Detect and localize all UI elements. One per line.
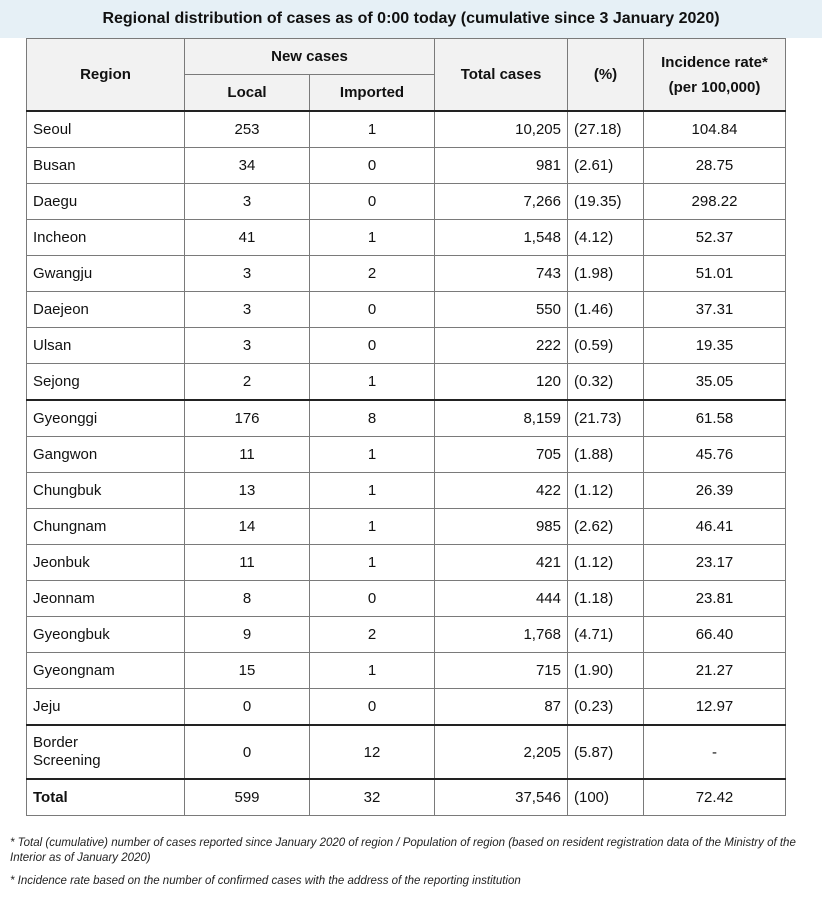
header-incidence-rate <box>644 39 786 112</box>
cell-percent: (1.98) <box>568 256 644 292</box>
cell-region: Incheon <box>27 220 185 256</box>
cell-imported: 2 <box>310 256 435 292</box>
cell-local: 41 <box>185 220 310 256</box>
table-row <box>27 437 786 473</box>
header-total-cases: Total cases <box>435 39 568 112</box>
cell-local: 3 <box>185 328 310 364</box>
cell-local: 11 <box>185 545 310 581</box>
cell-local: 11 <box>185 437 310 473</box>
cell-imported: 1 <box>310 473 435 509</box>
cell-percent: (1.46) <box>568 292 644 328</box>
cell-incidence-rate: 51.01 <box>644 256 786 292</box>
table-row <box>27 689 786 726</box>
cell-total-cases: 550 <box>435 292 568 328</box>
cell-total-cases: 37,546 <box>435 779 568 816</box>
cell-local: 0 <box>185 689 310 726</box>
cell-region: Chungnam <box>27 509 185 545</box>
cell-incidence-rate: 104.84 <box>644 111 786 148</box>
region-line-2: Screening <box>33 752 101 769</box>
cell-imported: 1 <box>310 653 435 689</box>
cell-total-cases: 7,266 <box>435 184 568 220</box>
cell-percent: (5.87) <box>568 725 644 779</box>
cell-incidence-rate: 23.17 <box>644 545 786 581</box>
table-row <box>27 581 786 617</box>
cell-incidence-rate: 21.27 <box>644 653 786 689</box>
cell-region: Gyeonggi <box>27 400 185 437</box>
header-incidence-rate-line1: Incidence rate* <box>661 53 768 71</box>
cell-percent: (2.61) <box>568 148 644 184</box>
header-percent: (%) <box>568 39 644 112</box>
cell-incidence-rate: 46.41 <box>644 509 786 545</box>
header-row-1 <box>27 39 786 75</box>
cell-local: 9 <box>185 617 310 653</box>
cell-incidence-rate: 37.31 <box>644 292 786 328</box>
cell-imported: 8 <box>310 400 435 437</box>
cell-total-cases: 120 <box>435 364 568 401</box>
cell-incidence-rate: 72.42 <box>644 779 786 816</box>
table-row <box>27 653 786 689</box>
cell-region: Daejeon <box>27 292 185 328</box>
cell-region <box>27 725 185 779</box>
cell-local: 599 <box>185 779 310 816</box>
cell-region: Ulsan <box>27 328 185 364</box>
cell-imported: 0 <box>310 328 435 364</box>
table-row <box>27 364 786 401</box>
cell-percent: (1.18) <box>568 581 644 617</box>
cell-local: 34 <box>185 148 310 184</box>
cell-region: Jeonbuk <box>27 545 185 581</box>
cell-imported: 32 <box>310 779 435 816</box>
cell-percent: (19.35) <box>568 184 644 220</box>
table-row <box>27 111 786 148</box>
cell-incidence-rate: 61.58 <box>644 400 786 437</box>
cell-total-cases: 444 <box>435 581 568 617</box>
footnote-1: * Total (cumulative) number of cases reported since January 2020 of region / Population of region (based on resident registration data of the Ministry of the Interior as of January 2020) <box>10 837 796 864</box>
cell-imported: 1 <box>310 220 435 256</box>
table-row <box>27 400 786 437</box>
table-row-total <box>27 779 786 816</box>
cell-incidence-rate: 45.76 <box>644 437 786 473</box>
cell-region: Jeju <box>27 689 185 726</box>
cell-incidence-rate: 298.22 <box>644 184 786 220</box>
cell-local: 176 <box>185 400 310 437</box>
table-row <box>27 328 786 364</box>
cell-percent: (0.23) <box>568 689 644 726</box>
table-row <box>27 617 786 653</box>
cell-total-cases: 1,548 <box>435 220 568 256</box>
cell-local: 0 <box>185 725 310 779</box>
cell-total-cases: 743 <box>435 256 568 292</box>
header-region: Region <box>27 39 185 112</box>
cell-local: 3 <box>185 292 310 328</box>
cell-region: Jeonnam <box>27 581 185 617</box>
cell-incidence-rate: 26.39 <box>644 473 786 509</box>
cell-total-cases: 222 <box>435 328 568 364</box>
regional-cases-table <box>26 38 786 816</box>
cell-region: Gyeongnam <box>27 653 185 689</box>
cell-percent: (1.88) <box>568 437 644 473</box>
cell-imported: 0 <box>310 292 435 328</box>
table-row <box>27 148 786 184</box>
cell-total-cases: 422 <box>435 473 568 509</box>
cell-incidence-rate: - <box>644 725 786 779</box>
cell-imported: 12 <box>310 725 435 779</box>
cell-percent: (4.71) <box>568 617 644 653</box>
cell-local: 13 <box>185 473 310 509</box>
region-line-1: Border <box>33 734 79 751</box>
table-row <box>27 184 786 220</box>
cell-percent: (21.73) <box>568 400 644 437</box>
cell-percent: (0.59) <box>568 328 644 364</box>
header-local: Local <box>185 75 310 112</box>
cell-percent: (1.12) <box>568 473 644 509</box>
cell-total-cases: 87 <box>435 689 568 726</box>
cell-imported: 1 <box>310 437 435 473</box>
cell-imported: 2 <box>310 617 435 653</box>
cell-total-cases: 10,205 <box>435 111 568 148</box>
cell-percent: (27.18) <box>568 111 644 148</box>
cell-incidence-rate: 28.75 <box>644 148 786 184</box>
cell-local: 14 <box>185 509 310 545</box>
cell-local: 3 <box>185 256 310 292</box>
cell-total-cases: 981 <box>435 148 568 184</box>
header-imported: Imported <box>310 75 435 112</box>
footnotes <box>10 836 816 897</box>
cell-region: Chungbuk <box>27 473 185 509</box>
page-title: Regional distribution of cases as of 0:00 today (cumulative since 3 January 2020) <box>102 10 720 27</box>
cell-total-cases: 2,205 <box>435 725 568 779</box>
cell-percent: (0.32) <box>568 364 644 401</box>
cell-incidence-rate: 66.40 <box>644 617 786 653</box>
cell-local: 2 <box>185 364 310 401</box>
table-row-border-screening <box>27 725 786 779</box>
cell-region: Seoul <box>27 111 185 148</box>
cell-total-cases: 705 <box>435 437 568 473</box>
cell-percent: (1.12) <box>568 545 644 581</box>
table-row <box>27 545 786 581</box>
cell-total-cases: 8,159 <box>435 400 568 437</box>
table-row <box>27 220 786 256</box>
cell-incidence-rate: 19.35 <box>644 328 786 364</box>
cell-imported: 1 <box>310 545 435 581</box>
header-new-cases: New cases <box>185 39 435 75</box>
cell-incidence-rate: 12.97 <box>644 689 786 726</box>
cell-region: Busan <box>27 148 185 184</box>
cell-incidence-rate: 35.05 <box>644 364 786 401</box>
cell-total-cases: 421 <box>435 545 568 581</box>
table-row <box>27 509 786 545</box>
cell-region: Gangwon <box>27 437 185 473</box>
cell-incidence-rate: 23.81 <box>644 581 786 617</box>
cell-imported: 0 <box>310 148 435 184</box>
cell-local: 8 <box>185 581 310 617</box>
title-bar <box>0 0 822 38</box>
cell-local: 3 <box>185 184 310 220</box>
cell-incidence-rate: 52.37 <box>644 220 786 256</box>
cell-imported: 1 <box>310 509 435 545</box>
table-row <box>27 473 786 509</box>
cell-region: Gyeongbuk <box>27 617 185 653</box>
cell-imported: 1 <box>310 111 435 148</box>
header-incidence-rate-line2: (per 100,000) <box>668 78 761 96</box>
cell-imported: 0 <box>310 581 435 617</box>
cell-percent: (100) <box>568 779 644 816</box>
cell-region: Gwangju <box>27 256 185 292</box>
cell-region: Daegu <box>27 184 185 220</box>
footnote-2: * Incidence rate based on the number of confirmed cases with the address of the reporting institution <box>10 875 521 887</box>
cell-imported: 0 <box>310 689 435 726</box>
table-row <box>27 292 786 328</box>
table-body <box>27 111 786 816</box>
cell-percent: (2.62) <box>568 509 644 545</box>
cell-imported: 0 <box>310 184 435 220</box>
cell-region: Sejong <box>27 364 185 401</box>
cell-total-cases: 1,768 <box>435 617 568 653</box>
table-row <box>27 256 786 292</box>
cell-percent: (1.90) <box>568 653 644 689</box>
cell-total-cases: 985 <box>435 509 568 545</box>
cell-total-cases: 715 <box>435 653 568 689</box>
cell-local: 15 <box>185 653 310 689</box>
cell-imported: 1 <box>310 364 435 401</box>
cell-local: 253 <box>185 111 310 148</box>
cell-region: Total <box>27 779 185 816</box>
cell-percent: (4.12) <box>568 220 644 256</box>
